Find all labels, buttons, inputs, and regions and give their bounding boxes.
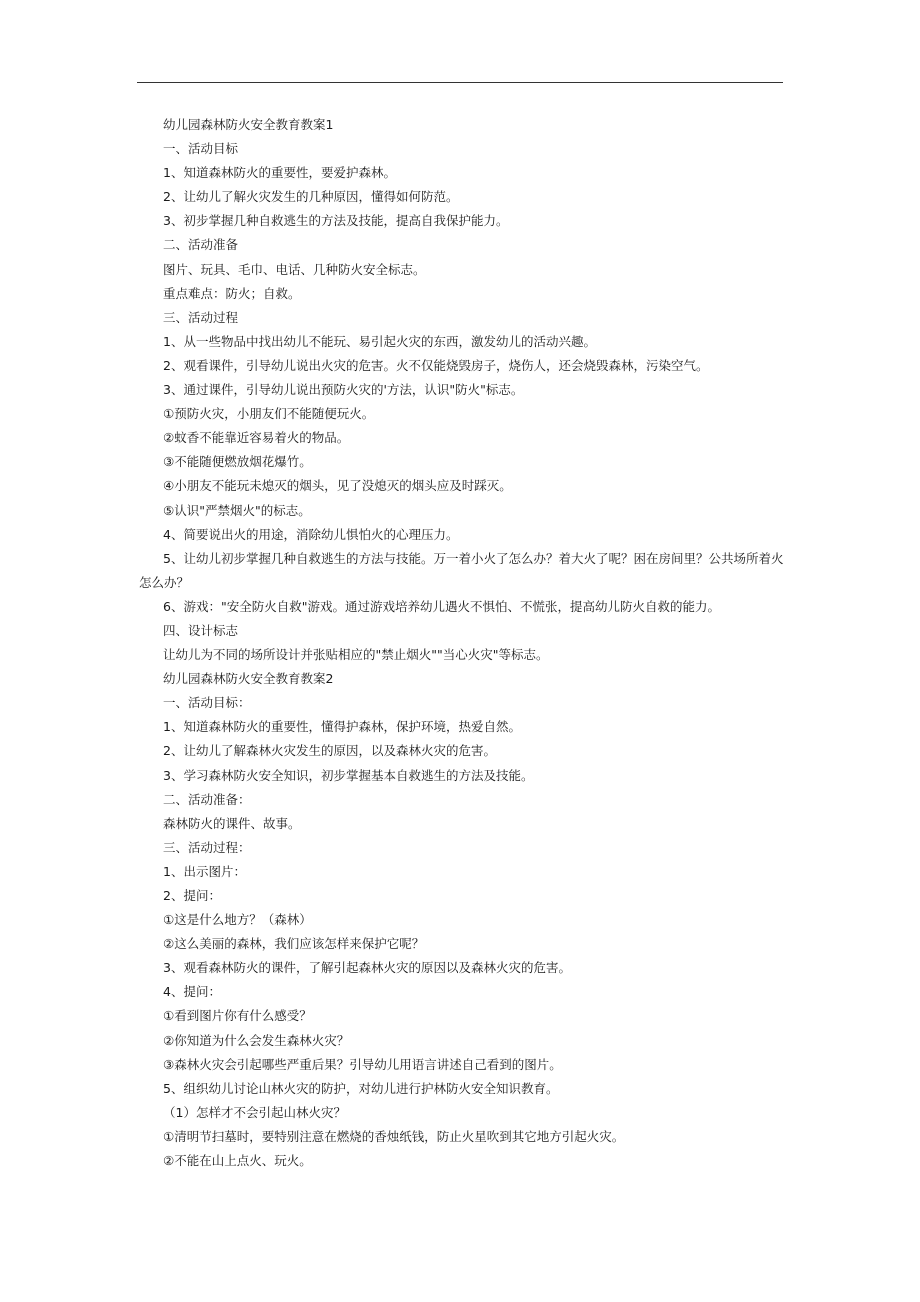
list-item: 3、学习森林防火安全知识，初步掌握基本自救逃生的方法及技能。 bbox=[163, 767, 534, 783]
list-item: 6、游戏："安全防火自救"游戏。通过游戏培养幼儿遇火不惧怕、不慌张，提高幼儿防火自救的能力。 bbox=[163, 598, 720, 614]
list-item: 1、知道森林防火的重要性，要爱护森林。 bbox=[163, 165, 396, 181]
section-heading: 三、活动过程 bbox=[163, 309, 239, 325]
list-item: 2、观看课件，引导幼儿说出火灾的危害。火不仅能烧毁房子，烧伤人，还会烧毁森林，污染空气。 bbox=[163, 357, 709, 373]
list-item: ②你知道为什么会发生森林火灾？ bbox=[163, 1032, 350, 1048]
list-item: ④小朋友不能玩未熄灭的烟头，见了没熄灭的烟头应及时踩灭。 bbox=[163, 478, 512, 494]
section-heading: 一、活动目标： bbox=[163, 695, 251, 711]
list-item: ③森林火灾会引起哪些严重后果？引导幼儿用语言讲述自己看到的图片。 bbox=[163, 1056, 562, 1072]
list-item: ②蚊香不能靠近容易着火的物品。 bbox=[163, 430, 350, 446]
list-item: 2、让幼儿了解森林火灾发生的原因，以及森林火灾的危害。 bbox=[163, 743, 496, 759]
list-item: 4、简要说出火的用途，消除幼儿惧怕火的心理压力。 bbox=[163, 526, 459, 542]
list-item: 5、组织幼儿讨论山林火灾的防护，对幼儿进行护林防火安全知识教育。 bbox=[163, 1080, 559, 1096]
list-item: 3、观看森林防火的课件，了解引起森林火灾的原因以及森林火灾的危害。 bbox=[163, 960, 571, 976]
list-item: 4、提问： bbox=[163, 984, 221, 1000]
list-item: ②这么美丽的森林，我们应该怎样来保护它呢？ bbox=[163, 936, 425, 952]
list-item: ①看到图片你有什么感受？ bbox=[163, 1008, 312, 1024]
section-heading: 三、活动过程： bbox=[163, 839, 251, 855]
list-item: ③不能随便燃放烟花爆竹。 bbox=[163, 454, 312, 470]
list-item: 1、从一些物品中找出幼儿不能玩、易引起火灾的东西，激发幼儿的活动兴趣。 bbox=[163, 333, 596, 349]
list-item: ①预防火灾，小朋友们不能随便玩火。 bbox=[163, 406, 375, 422]
list-item: ①清明节扫墓时，要特别注意在燃烧的香烛纸钱，防止火星吹到其它地方引起火灾。 bbox=[163, 1128, 625, 1144]
doc-title-1: 幼儿园森林防火安全教育教案1 bbox=[163, 117, 334, 132]
list-item-continuation: 怎么办？ bbox=[139, 574, 190, 590]
list-item: ①这是什么地方？（森林） bbox=[163, 912, 312, 928]
list-item: 1、知道森林防火的重要性，懂得护森林，保护环境，热爱自然。 bbox=[163, 719, 521, 735]
doc-title-2: 幼儿园森林防火安全教育教案2 bbox=[163, 671, 334, 687]
section-heading: 二、活动准备： bbox=[163, 791, 251, 807]
section-heading: 二、活动准备 bbox=[163, 237, 239, 253]
list-item: ②不能在山上点火、玩火。 bbox=[163, 1153, 312, 1169]
list-item: ⑤认识"严禁烟火"的标志。 bbox=[163, 502, 311, 518]
list-item: 1、出示图片： bbox=[163, 863, 246, 879]
document-body bbox=[139, 113, 785, 1173]
section-heading: 一、活动目标 bbox=[163, 141, 239, 157]
list-item: （1）怎样才不会引起山林火灾？ bbox=[163, 1104, 346, 1120]
header-rule bbox=[137, 82, 783, 83]
list-item: 2、提问： bbox=[163, 888, 221, 903]
body-text: 森林防火的课件、故事。 bbox=[163, 815, 301, 831]
list-item: 3、通过课件，引导幼儿说出预防火灾的'方法，认识"防火"标志。 bbox=[163, 382, 524, 398]
section-heading: 四、设计标志 bbox=[163, 622, 239, 638]
body-text: 图片、玩具、毛巾、电话、几种防火安全标志。 bbox=[163, 261, 426, 277]
list-item: 3、初步掌握几种自救逃生的方法及技能，提高自我保护能力。 bbox=[163, 213, 509, 229]
list-item: 2、让幼儿了解火灾发生的几种原因，懂得如何防范。 bbox=[163, 189, 459, 205]
list-item-wrapped: 5、让幼儿初步掌握几种自救逃生的方法与技能。万一着小火了怎么办？着大火了呢？困在房间里？公共场所着火 bbox=[163, 550, 784, 566]
body-text: 让幼儿为不同的场所设计并张贴相应的"禁止烟火""当心火灾"等标志。 bbox=[163, 647, 549, 663]
body-text: 重点难点：防火；自救。 bbox=[163, 285, 301, 301]
